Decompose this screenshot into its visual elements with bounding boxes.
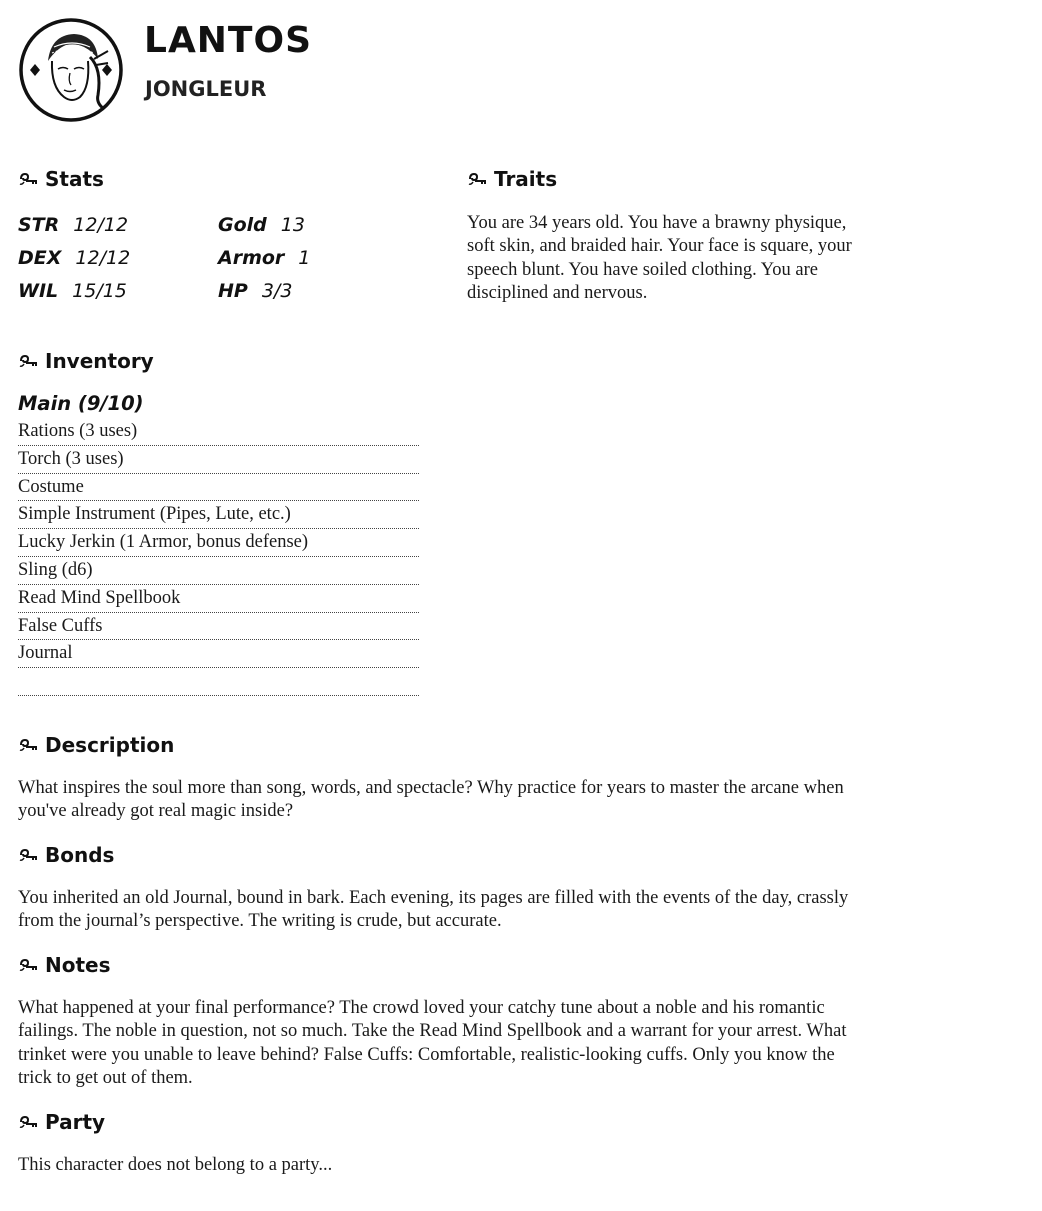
- bonds-text: You inherited an old Journal, bound in bark. Each evening, its pages are filled with the events of the day, crassly from the journal’s perspective. The writing is crude, but accurate.: [18, 888, 849, 932]
- inventory-item-empty: [18, 668, 419, 696]
- section-flourish-icon: [18, 958, 39, 972]
- inventory-item: Rations (3 uses): [18, 418, 419, 446]
- section-flourish-icon: [18, 354, 39, 368]
- stat-wil-label: WIL: [18, 280, 59, 302]
- stat-hp-label: HP: [218, 280, 248, 302]
- inventory-item: False Cuffs: [18, 613, 419, 641]
- traits-heading-label: Traits: [494, 167, 558, 191]
- character-name: LANTOS: [144, 20, 313, 61]
- stat-str-value: 12/12: [73, 214, 129, 236]
- inventory-item: Simple Instrument (Pipes, Lute, etc.): [18, 501, 419, 529]
- inventory-slot-title: Main (9/10): [18, 392, 144, 415]
- bonds-heading-label: Bonds: [45, 843, 115, 867]
- stat-dex: [18, 247, 130, 269]
- inventory-item: Sling (d6): [18, 557, 419, 585]
- description-heading-label: Description: [45, 733, 175, 757]
- description-heading: [18, 733, 174, 757]
- inventory-list: [18, 418, 419, 696]
- stats-heading-label: Stats: [45, 167, 104, 191]
- section-flourish-icon: [467, 172, 488, 186]
- inventory-item: Journal: [18, 640, 419, 668]
- notes-heading: [18, 953, 111, 977]
- inventory-item: Costume: [18, 474, 419, 502]
- section-flourish-icon: [18, 738, 39, 752]
- stat-gold: [218, 214, 305, 236]
- stat-str: [18, 214, 128, 236]
- stat-wil: [18, 280, 127, 302]
- stat-dex-value: 12/12: [75, 247, 131, 269]
- inventory-item: Torch (3 uses): [18, 446, 419, 474]
- party-heading-label: Party: [45, 1110, 106, 1134]
- character-class: JONGLEUR: [145, 77, 267, 101]
- character-portrait: [18, 17, 124, 123]
- stat-armor: [218, 247, 310, 269]
- stat-hp-value: 3/3: [261, 280, 293, 302]
- stat-gold-label: Gold: [218, 214, 267, 236]
- party-text: This character does not belong to a party...: [18, 1155, 333, 1175]
- stat-gold-value: 13: [280, 214, 305, 236]
- section-flourish-icon: [18, 848, 39, 862]
- bonds-heading: [18, 843, 114, 867]
- stats-heading: [18, 167, 104, 191]
- stat-dex-label: DEX: [18, 247, 62, 269]
- section-flourish-icon: [18, 1115, 39, 1129]
- inventory-item: Read Mind Spellbook: [18, 585, 419, 613]
- traits-text: You are 34 years old. You have a brawny physique, soft skin, and braided hair. Your face is square, your speech blunt. You have soiled clothing. You are disciplined and nervous.: [467, 213, 852, 304]
- description-text: What inspires the soul more than song, words, and spectacle? Why practice for years to master the arcane when you've already got real magic inside?: [18, 778, 844, 822]
- inventory-heading: [18, 349, 154, 373]
- stat-hp: [218, 280, 292, 302]
- stat-armor-value: 1: [298, 247, 311, 269]
- inventory-heading-label: Inventory: [45, 349, 154, 373]
- notes-heading-label: Notes: [45, 953, 111, 977]
- party-heading: [18, 1110, 105, 1134]
- stat-str-label: STR: [18, 214, 60, 236]
- stat-wil-value: 15/15: [72, 280, 127, 302]
- section-flourish-icon: [18, 172, 39, 186]
- stat-armor-label: Armor: [218, 247, 285, 269]
- inventory-item: Lucky Jerkin (1 Armor, bonus defense): [18, 529, 419, 557]
- traits-heading: [467, 167, 557, 191]
- notes-text: What happened at your final performance? The crowd loved your catchy tune about a noble and his romantic failings. The noble in question, not so much. Take the Read Mind Spellbook and a warrant for your arrest. What trinket were you unable to leave behind? False Cuffs: Comfortable, realistic-looking cuffs. Only you know the trick to get out of them.: [18, 998, 847, 1089]
